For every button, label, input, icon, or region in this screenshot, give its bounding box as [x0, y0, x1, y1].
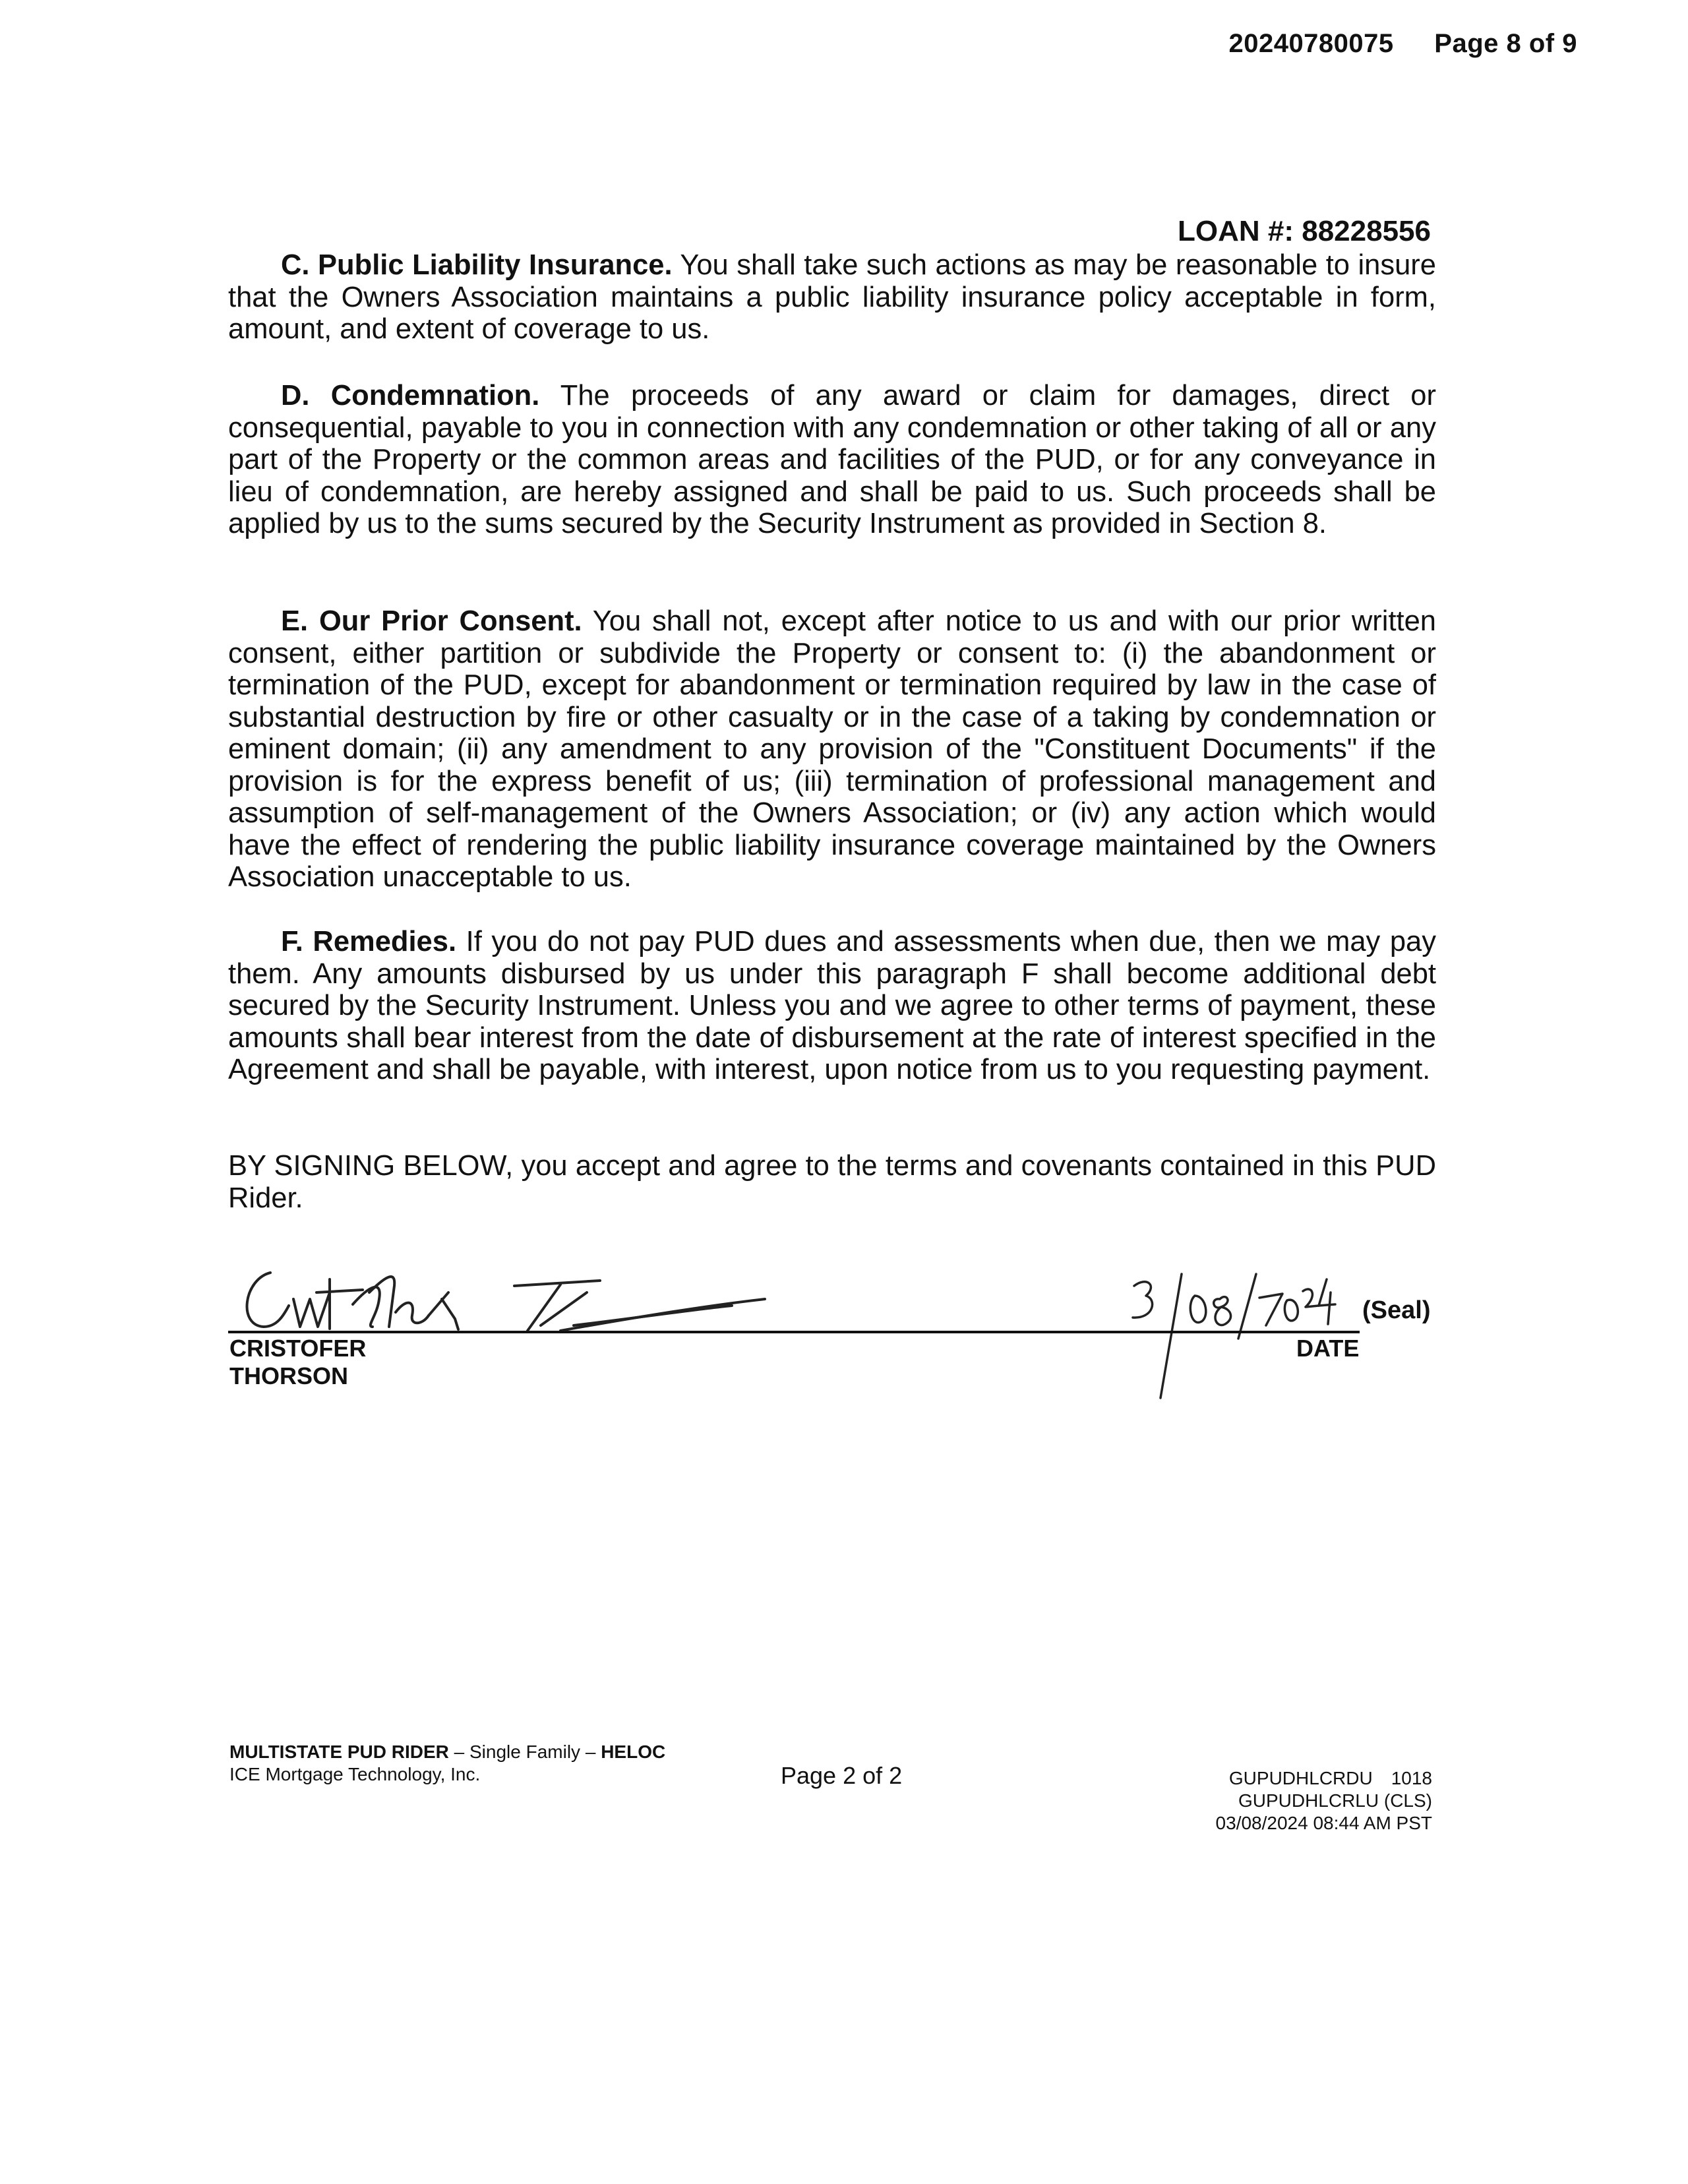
- section-d-condemnation: [228, 380, 1436, 540]
- recording-number: 20240780075: [1228, 29, 1394, 58]
- footer-company: ICE Mortgage Technology, Inc.: [229, 1764, 481, 1784]
- footer-form-info: [229, 1741, 665, 1786]
- section-text: The proceeds of any award or claim for damages, direct or consequential, payable to you in connection with any condemnation or other taking of all or any part of the Property or the common areas and facilities of the PUD, or for any conveyance in lieu of condemnation, are hereby assigned and shall be paid to us. Such proceeds shall be applied by us to the sums secured by the Security Instrument as provided in Section 8.: [228, 380, 1436, 539]
- signing-statement: [228, 1150, 1436, 1214]
- section-f-remedies: [228, 926, 1436, 1086]
- footer-form-title: MULTISTATE PUD RIDER – Single Family – HELOC: [229, 1742, 666, 1762]
- handwritten-signature: [231, 1253, 778, 1339]
- footer-form-code-2: GUPUDHLCRLU (CLS): [1238, 1790, 1432, 1811]
- section-heading: F. Remedies.: [281, 926, 457, 957]
- page-indicator: Page 8 of 9: [1434, 29, 1577, 58]
- footer-form-codes: [1216, 1767, 1432, 1835]
- signing-statement-text: BY SIGNING BELOW, you accept and agree to the terms and covenants contained in this PUD Rider.: [228, 1150, 1436, 1214]
- section-text: You shall take such actions as may be reasonable to insure that the Owners Association maintains a public liability insurance policy acceptable in form, amount, and extent of coverage to us.: [228, 249, 1436, 345]
- section-e-prior-consent: [228, 605, 1436, 894]
- signature-line: [228, 1331, 1360, 1333]
- section-text: If you do not pay PUD dues and assessments when due, then we may pay them. Any amounts disbursed by us under this paragraph F shall become additional debt secured by the Security Instrument. Unless you and we agree to other terms of payment, these amounts shall bear interest from the date of disbursement at the rate of interest specified in the Agreement and shall be payable, with interest, upon notice from us to you requesting payment.: [228, 926, 1436, 1085]
- date-label: DATE: [1296, 1335, 1360, 1362]
- section-heading: E. Our Prior Consent.: [281, 605, 582, 637]
- section-heading: C. Public Liability Insurance.: [281, 249, 673, 281]
- seal-label: (Seal): [1362, 1296, 1431, 1324]
- footer-form-code-1: GUPUDHLCRDU 1018: [1228, 1768, 1432, 1788]
- loan-number: LOAN #: 88228556: [1178, 215, 1431, 247]
- recording-header: [1228, 29, 1577, 59]
- section-heading: D. Condemnation.: [281, 380, 540, 411]
- footer-timestamp: 03/08/2024 08:44 AM PST: [1215, 1813, 1432, 1833]
- footer-page-number: Page 2 of 2: [781, 1762, 903, 1789]
- section-text: You shall not, except after notice to us and with our prior written consent, either partition or subdivide the Property or consent to: (i) the abandonment or termination of the PUD, except for abandonment or termination required by law in the case of substantial destruction by fire or other casualty or in the case of a taking by condemnation or eminent domain; (ii) any amendment to any provision of the "Constituent Documents" if the provision is for the express benefit of us; (iii) termination of professional management and assumption of self-management of the Owners Association; or (iv) any action which would have the effect of rendering the public liability insurance coverage maintained by the Owners Association unacceptable to us.: [228, 605, 1436, 893]
- signer-name: CRISTOFER THORSON: [229, 1335, 367, 1389]
- section-c-public-liability-insurance: [228, 249, 1436, 346]
